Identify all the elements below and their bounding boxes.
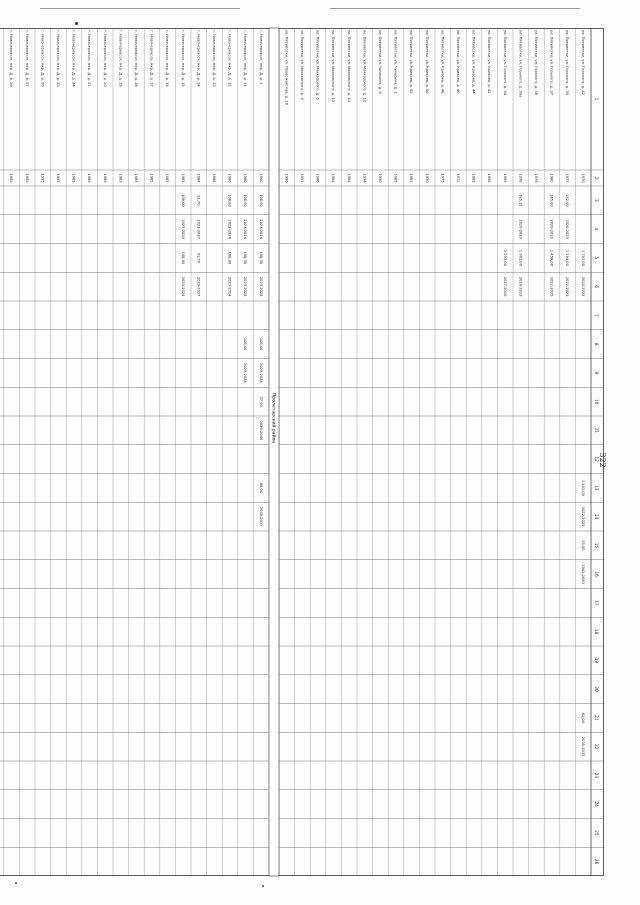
address-cell: ул. Пятилетки, ул. Кривова, д. 42 (487, 30, 492, 94)
value-cell: 108,00 (227, 251, 232, 265)
address-cell: ул. Пятилетки, ул. Горького, д. 37 (549, 30, 554, 95)
address-cell: г. Новочеркасск, мкр. Д, д. 13 (212, 30, 216, 87)
value-cell: 1986 (87, 173, 92, 183)
column-number: 22 (594, 743, 599, 750)
address-cell: г. Новочеркасск, мкр. Д, д. 24 (71, 30, 76, 87)
value-cell: 2022-2025 (565, 276, 570, 297)
column-number: 3 (594, 199, 599, 202)
value-cell: 1 791,00 (580, 249, 585, 266)
value-cell: 1985 (71, 173, 76, 183)
value-cell: 1980 (243, 173, 248, 183)
column-number: 21 (594, 715, 599, 721)
column-number: 25 (594, 830, 599, 836)
value-cell: 1985 (393, 173, 398, 183)
value-cell: 2020-2023 (518, 219, 523, 239)
value-cell: 2023-2024 (258, 276, 263, 297)
column-number: 8 (594, 342, 599, 346)
address-cell: ул. Пятилетки, ул. Маяковского, д. 6 (315, 30, 320, 100)
value-cell: 1976 (534, 173, 538, 183)
value-cell: 1982 (471, 173, 476, 183)
value-cell: 1970 (580, 173, 585, 183)
value-cell: 2022-2025 (580, 506, 585, 527)
column-number: 20 (594, 686, 599, 692)
scan-edge-mark (40, 8, 240, 9)
section-band (269, 28, 279, 876)
column-number: 2 (594, 176, 599, 180)
value-cell: 185,12 (518, 194, 523, 207)
scan-speck (75, 22, 78, 25)
value-cell: 1981 (180, 173, 185, 183)
section-band-label: Пролетарский район (270, 392, 276, 444)
value-cell: 1981 (409, 173, 414, 183)
value-cell: 1984 (196, 173, 201, 183)
value-cell: 1 294,00 (565, 249, 570, 266)
column-number: 11 (594, 427, 599, 434)
value-cell: 2023-2024 (243, 276, 248, 297)
value-cell: 91,70 (196, 252, 201, 264)
address-cell: ул. Пятилетки, ул. Чичерина, д. 1 (393, 30, 398, 94)
address-cell: ул. Пятилетки, ул. Маяковского, д. 10 (362, 30, 367, 103)
value-cell: 2023-2024 (258, 219, 263, 239)
address-cell: г. Новочеркасск, мкр. Д, д. 14 (196, 30, 201, 87)
value-cell: 1986 (284, 173, 289, 183)
value-cell: 86,00 (258, 482, 263, 494)
value-cell: 1980 (549, 173, 554, 183)
scan-speck (15, 882, 17, 884)
value-cell: 108,00 (243, 194, 248, 207)
value-cell: 108,00 (258, 337, 263, 351)
address-cell: ул. Пятилетки, ул. Кривова, д. 50 (424, 30, 429, 94)
value-cell: 2035-2037 (580, 736, 585, 757)
value-cell: 145,00 (549, 194, 554, 207)
value-cell: 2017-2019 (502, 276, 507, 297)
value-cell: 1978 (518, 173, 523, 183)
value-cell: 2023-2024 (243, 219, 248, 239)
value-cell: 1990 (378, 173, 382, 183)
value-cell: 1995 (9, 173, 14, 183)
value-cell: 2023-2024 (180, 276, 185, 297)
page-number: 322 (598, 452, 607, 468)
building-repair-table (9, 28, 604, 876)
value-cell: 1995 (24, 173, 29, 183)
scan-edge-mark (330, 8, 580, 9)
column-number: 24 (594, 801, 599, 807)
value-cell: 1986 (315, 173, 320, 183)
column-number: 14 (594, 513, 599, 520)
address-cell: г. Новочеркасск, мкр. Д, д. 27 (24, 30, 29, 87)
address-cell: г. Новочеркасск, мкр. Д, д. 15 (180, 30, 185, 87)
column-number: 17 (594, 600, 599, 606)
address-cell: г. Новочеркасск, мкр. Д, д. 21 (87, 30, 92, 87)
value-cell: 1970 (424, 173, 429, 183)
value-cell: 108,00 (258, 251, 263, 265)
value-cell: 1984 (346, 173, 351, 183)
column-number: 13 (594, 485, 599, 491)
value-cell: 1 458,00 (549, 249, 554, 266)
column-number: 15 (594, 542, 599, 549)
column-number: 5 (594, 256, 599, 260)
address-cell: ул. Пятилетки, ул. Кривова, д. 44 (471, 30, 476, 94)
value-cell: 152,00 (565, 194, 570, 207)
address-cell: г. Новочеркасск, мкр. Д, д. 11 (243, 30, 248, 87)
value-cell: 1983 (118, 173, 123, 183)
address-cell: ул. Пятилетки, ул. Маяковского, д. 11 (346, 30, 351, 103)
address-cell: г. Новочеркасск, мкр. Д, д. 28 (9, 30, 14, 87)
address-cell: г. Новочеркасск, мкр. Д, д. 12 (227, 30, 232, 87)
value-cell: 1960 (258, 173, 263, 183)
value-cell: 1987 (165, 173, 170, 183)
value-cell: 108,00 (258, 194, 263, 207)
value-cell: 108,00 (243, 251, 248, 265)
address-cell: ул. Пятилетки, ул. Горького, д. 35 (565, 30, 570, 95)
value-cell: 1991 (300, 173, 304, 183)
value-cell: 2022-2025 (549, 276, 554, 297)
address-cell: ул. Пятилетки, ул. Первомайская, д. 10 (284, 30, 289, 106)
column-number: 18 (594, 628, 599, 635)
value-cell: 1 191,00 (580, 479, 585, 496)
column-number: 23 (594, 772, 599, 779)
column-number: 4 (594, 227, 599, 231)
value-cell: 1988 (212, 173, 216, 183)
value-cell: 108,00 (243, 337, 248, 351)
column-number: 12 (594, 456, 599, 462)
value-cell: 1980 (227, 173, 232, 183)
value-cell: 91,70 (196, 195, 201, 206)
value-cell: 1975 (440, 173, 445, 183)
value-cell: 1956 (487, 173, 492, 183)
column-number: 1 (594, 97, 599, 101)
address-cell: ул. Пятилетки, ул. Горького, д. 42 (580, 30, 585, 95)
value-cell: 1984 (331, 173, 336, 183)
column-number: 10 (594, 398, 599, 405)
address-cell: г. Новочеркасск, мкр. Д, д. 18 (134, 30, 138, 87)
address-cell: ул. Пятилетки, ул. Горького, д. 34 (502, 30, 507, 95)
value-cell: 62,00 (580, 712, 585, 724)
address-cell: г. Новочеркасск, мкр. Д, д. 1 (258, 30, 263, 85)
column-number: 9 (594, 371, 599, 375)
value-cell: 2020-2022 (580, 276, 585, 297)
value-cell: 57,00 (258, 396, 263, 407)
address-cell: ул. Пятилетки, ул. Маяковского, д. 12 (331, 30, 336, 103)
value-cell: 1972 (456, 173, 460, 183)
value-cell: 1986 (102, 173, 107, 183)
value-cell: 1995 (40, 173, 45, 183)
value-cell: 1 961,00 (518, 249, 523, 266)
address-cell: г. Новочеркасск, мкр. Д, д. 26 (40, 30, 45, 87)
value-cell: 2023-2027 (196, 276, 201, 297)
address-cell: г. Новочеркасск, мкр. Д, д. 25 (56, 30, 60, 87)
value-cell: 2023-2024 (227, 276, 232, 297)
value-cell: 2020-2023 (518, 276, 523, 297)
column-number: 26 (594, 858, 599, 865)
address-cell: г. Новочеркасск, мкр. Д, д. 17 (149, 30, 154, 87)
address-cell: ул. Пятилетки, ул. Кривова, д. 46 (456, 30, 460, 94)
column-number: 16 (594, 571, 599, 577)
value-cell: 2020-2023 (549, 219, 554, 239)
value-cell: 108,00 (227, 194, 232, 207)
address-cell: ул. Пятилетки, ул. Маяковского, д. 9 (300, 30, 304, 100)
value-cell: 1994 (362, 173, 367, 183)
column-number: 6 (594, 285, 599, 288)
address-cell: г. Новочеркасск, мкр. Д, д. 19 (118, 30, 123, 87)
address-cell: ул. Пятилетки, ул. Горького, д. 38 (534, 30, 538, 95)
column-number: 7 (594, 314, 599, 317)
value-cell: 2023-2024 (227, 219, 232, 239)
value-cell: 1995 (56, 173, 60, 183)
address-cell: ул. Пятилетки, ул. Чичерина, д. 9 (378, 30, 382, 94)
value-cell: 1985 (134, 173, 138, 183)
value-cell: 1969 (502, 173, 507, 183)
address-cell: ул. Пятилетки, ул. Кривова, д. 52 (409, 30, 414, 94)
value-cell: 2020-2023 (565, 219, 570, 239)
rotated-table-sheet (9, 28, 604, 876)
value-cell: 2041-2043 (580, 564, 585, 584)
value-cell: 1985 (149, 173, 154, 183)
value-cell: 2023-2024 (243, 363, 248, 383)
value-cell: 2 233,00 (502, 249, 507, 266)
value-cell: 1977 (565, 173, 570, 183)
scan-speck (262, 885, 264, 887)
value-cell: 2023-2024 (180, 219, 185, 239)
value-cell: 2035-2037 (258, 506, 263, 527)
value-cell: 108,00 (180, 251, 185, 265)
value-cell: 2023-2024 (258, 363, 263, 383)
address-cell: ул. Пятилетки, ул. Кривова, д. 48 (440, 30, 445, 94)
value-cell: 2039-2040 (258, 420, 263, 441)
value-cell: 108,00 (180, 194, 185, 207)
value-cell: 25,00 (580, 540, 585, 551)
address-cell: г. Новочеркасск, мкр. Д, д. 16 (165, 30, 170, 87)
column-number: 19 (594, 657, 599, 664)
value-cell: 2023-2027 (196, 219, 201, 239)
address-cell: г. Новочеркасск, мкр. Д, д. 20 (102, 30, 107, 87)
address-cell: ул. Пятилетки, ул. Горького, д. 39а (518, 30, 523, 98)
